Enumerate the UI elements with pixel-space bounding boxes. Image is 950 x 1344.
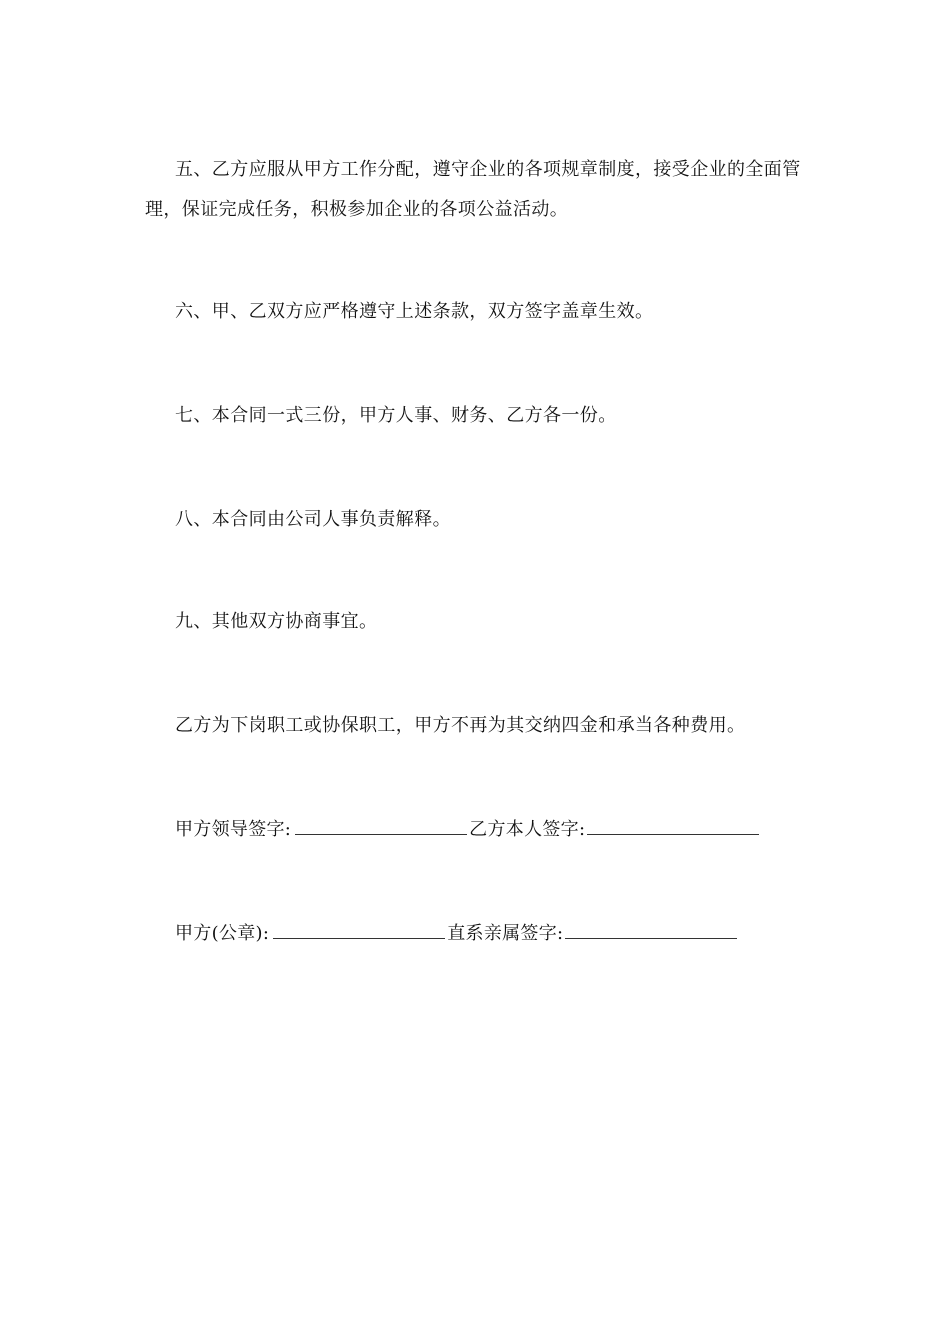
signature-row-2	[175, 914, 739, 954]
party-a-seal-label: 甲方(公章):	[175, 923, 270, 944]
clause-note: 乙方为下岗职工或协保职工，甲方不再为其交纳四金和承当各种费用。	[175, 715, 746, 736]
clause-6: 六、甲、乙双方应严格遵守上述条款，双方签字盖章生效。	[175, 301, 654, 322]
clause-9: 九、其他双方协商事宜。	[175, 611, 378, 632]
relative-signature-line[interactable]	[565, 920, 737, 939]
relative-signature-label: 直系亲属签字:	[447, 923, 564, 944]
party-a-leader-signature-line[interactable]	[295, 816, 467, 835]
party-b-signature-label: 乙方本人签字:	[469, 819, 586, 840]
party-a-seal-line[interactable]	[273, 920, 445, 939]
clause-5: 五、乙方应服从甲方工作分配，遵守企业的各项规章制度，接受企业的全面管理，保证完成任务，积极参加企业的各项公益活动。	[145, 159, 801, 220]
signature-row-1	[175, 810, 761, 850]
party-a-leader-signature-label: 甲方领导签字:	[175, 819, 292, 840]
party-b-signature-line[interactable]	[587, 816, 759, 835]
clause-7: 七、本合同一式三份，甲方人事、财务、乙方各一份。	[175, 405, 617, 426]
clause-8: 八、本合同由公司人事负责解释。	[175, 509, 451, 530]
